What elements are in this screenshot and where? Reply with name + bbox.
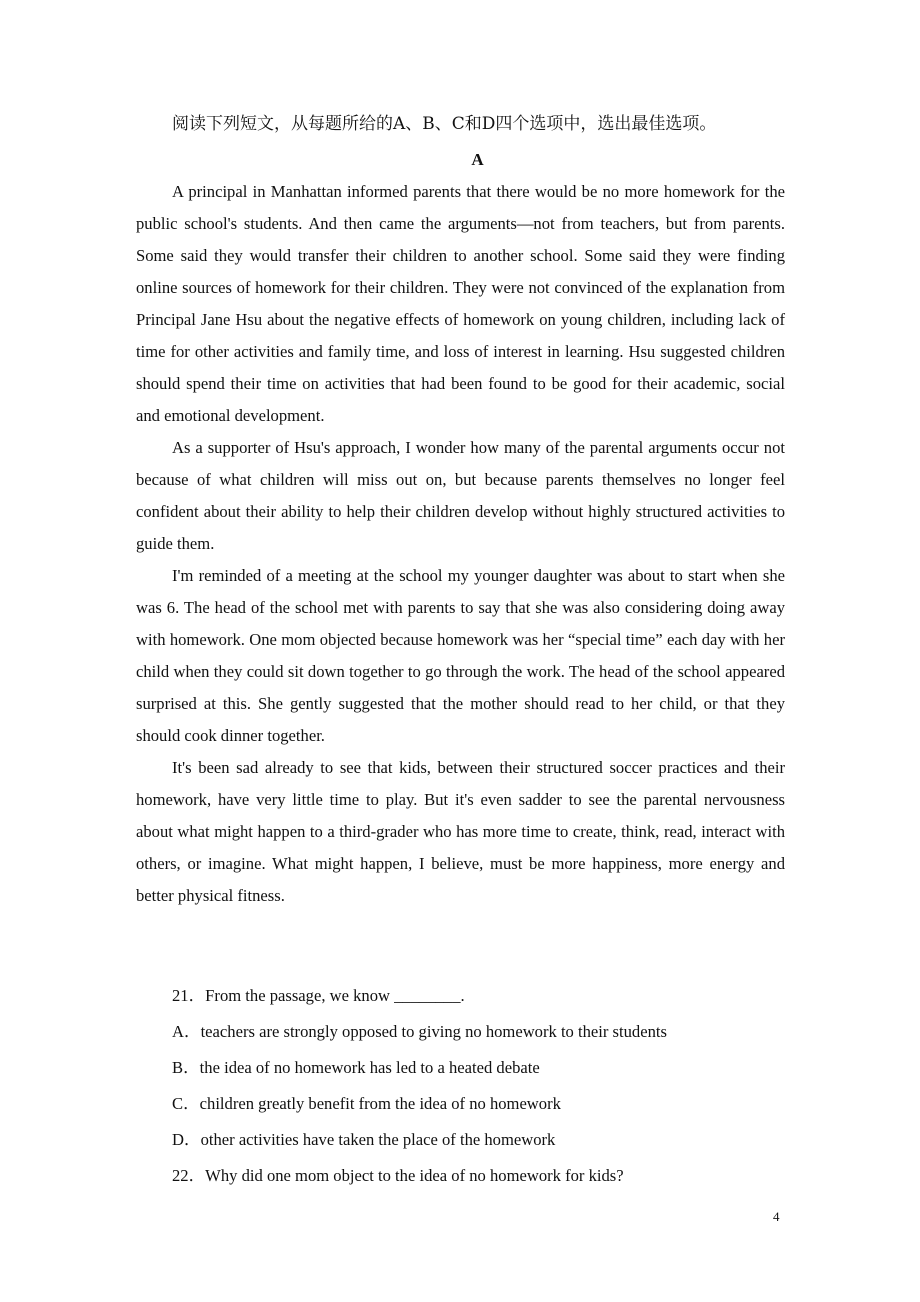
section-heading: A — [471, 150, 484, 169]
question-21-stem: 21．From the passage, we know ________. — [172, 986, 465, 1005]
instruction-text: 阅读下列短文，从每题所给的A、B、C和D四个选项中，选出最佳选项。 — [172, 114, 717, 134]
paragraph: As a supporter of Hsu's approach, I wonder how many of the parental arguments occur not because of what children will miss out on, but because parents themselves no longer feel confident about their ability to help their children develop without highly structured activities to guide them. — [136, 438, 785, 553]
passage — [136, 176, 785, 912]
paragraph: It's been sad already to see that kids, between their structured soccer practices and their homework, have very little time to play. But it's even sadder to see the parental nervousness about what might happen to a third-grader who has more time to create, think, read, interact with others, or imagine. What might happen, I believe, must be more happiness, more energy and better physical fitness. — [136, 758, 785, 905]
question-21-option-c: C．children greatly benefit from the idea of no homework — [172, 1094, 561, 1113]
question-22-stem: 22．Why did one mom object to the idea of no homework for kids? — [172, 1166, 624, 1185]
paragraph: I'm reminded of a meeting at the school my younger daughter was about to start when she was 6. The head of the school met with parents to say that she was also considering doing away with homework. One mom objected because homework was her “special time” each day with her child when they could sit down together to go through the work. The head of the school appeared surprised at this. She gently suggested that the mother should read to her child, or that they should cook dinner together. — [136, 566, 785, 745]
page-number: 4 — [773, 1209, 780, 1224]
question-21-option-d: D．other activities have taken the place of the homework — [172, 1130, 556, 1149]
question-21-option-b: B．the idea of no homework has led to a heated debate — [172, 1058, 540, 1077]
question-list — [172, 978, 812, 1194]
paragraph: A principal in Manhattan informed parents that there would be no more homework for the public school's students. And then came the arguments—not from teachers, but from parents. Some said they would transfer their children to another school. Some said they were finding online sources of homework for their children. They were not convinced of the explanation from Principal Jane Hsu about the negative effects of homework on young children, including lack of time for other activities and family time, and loss of interest in learning. Hsu suggested children should spend their time on activities that had been found to be good for their academic, social and emotional development. — [136, 182, 785, 425]
question-21-option-a: A．teachers are strongly opposed to giving no homework to their students — [172, 1022, 667, 1041]
